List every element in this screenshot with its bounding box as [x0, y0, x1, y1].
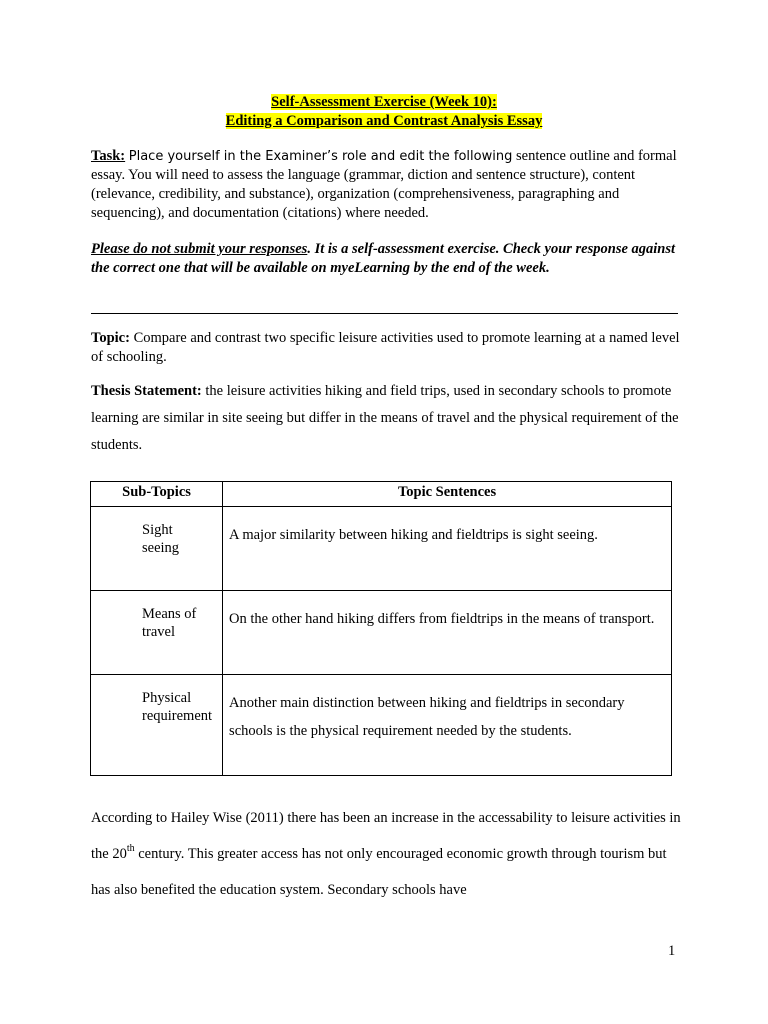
task-first-part: Place yourself in the Examiner’s role and edit the following: [128, 149, 513, 164]
title-line-2: Editing a Comparison and Contrast Analysis Essay: [225, 113, 543, 129]
horizontal-rule: [91, 313, 678, 314]
table-row: [91, 507, 672, 591]
header-topic-sentences: Topic Sentences: [223, 482, 672, 507]
topic-sentence-cell: Another main distinction between hiking and fieldtrips in secondary schools is the physical requirement needed by the students.: [223, 675, 672, 776]
table-row: [91, 675, 672, 776]
task-label: Task:: [91, 148, 126, 164]
table-header-row: [91, 482, 672, 507]
submission-note: [91, 240, 681, 278]
note-underlined: Please do not submit your responses: [91, 241, 308, 257]
note-rest: . It is a self-assessment exercise. Check your response against the correct one that will be available on myeLearning by the end of the week.: [91, 241, 676, 276]
sentence-outline-table: [90, 481, 672, 776]
topic-sentence-cell: On the other hand hiking differs from fieldtrips in the means of transport.: [223, 591, 672, 675]
topic-sentence-cell: A major similarity between hiking and fieldtrips is sight seeing.: [223, 507, 672, 591]
title-line-1: Self-Assessment Exercise (Week 10):: [271, 94, 497, 110]
task-rest: sentence outline and formal essay. You will need to assess the language (grammar, diction and sentence structure), content (relevance, credibility, and substance), organization (comprehensiveness, paragraphing and sequencing), and documentation (citations) where needed.: [91, 148, 677, 221]
sub-topic-cell: Sight seeing: [91, 507, 223, 591]
thesis-label: Thesis Statement:: [91, 383, 202, 399]
topic-label: Topic:: [91, 330, 130, 346]
essay-paragraph: [91, 800, 681, 908]
topic-text: Compare and contrast two specific leisure activities used to promote learning at a named level of schooling.: [91, 330, 680, 365]
superscript-th: th: [126, 843, 135, 854]
page-number: 1: [668, 943, 676, 959]
task-paragraph: [91, 147, 681, 223]
paragraph-part-2: century. This greater access has not only encouraged economic growth through tourism but has also benefited the education system. Secondary schools have: [91, 846, 667, 898]
table-row: [91, 591, 672, 675]
sub-topic-cell: Physical requirement: [91, 675, 223, 776]
paragraph-part-1: According to Hailey Wise (2011) there has been an increase in the accessability to leisure activities in the 20: [91, 810, 681, 862]
thesis-paragraph: [91, 378, 681, 459]
header-sub-topics: Sub-Topics: [91, 482, 223, 507]
sub-topic-cell: Means of travel: [91, 591, 223, 675]
topic-paragraph: [91, 329, 681, 367]
thesis-text: the leisure activities hiking and field trips, used in secondary schools to promote learning are similar in site seeing but differ in the means of travel and the physical requirement of the students.: [91, 383, 679, 453]
